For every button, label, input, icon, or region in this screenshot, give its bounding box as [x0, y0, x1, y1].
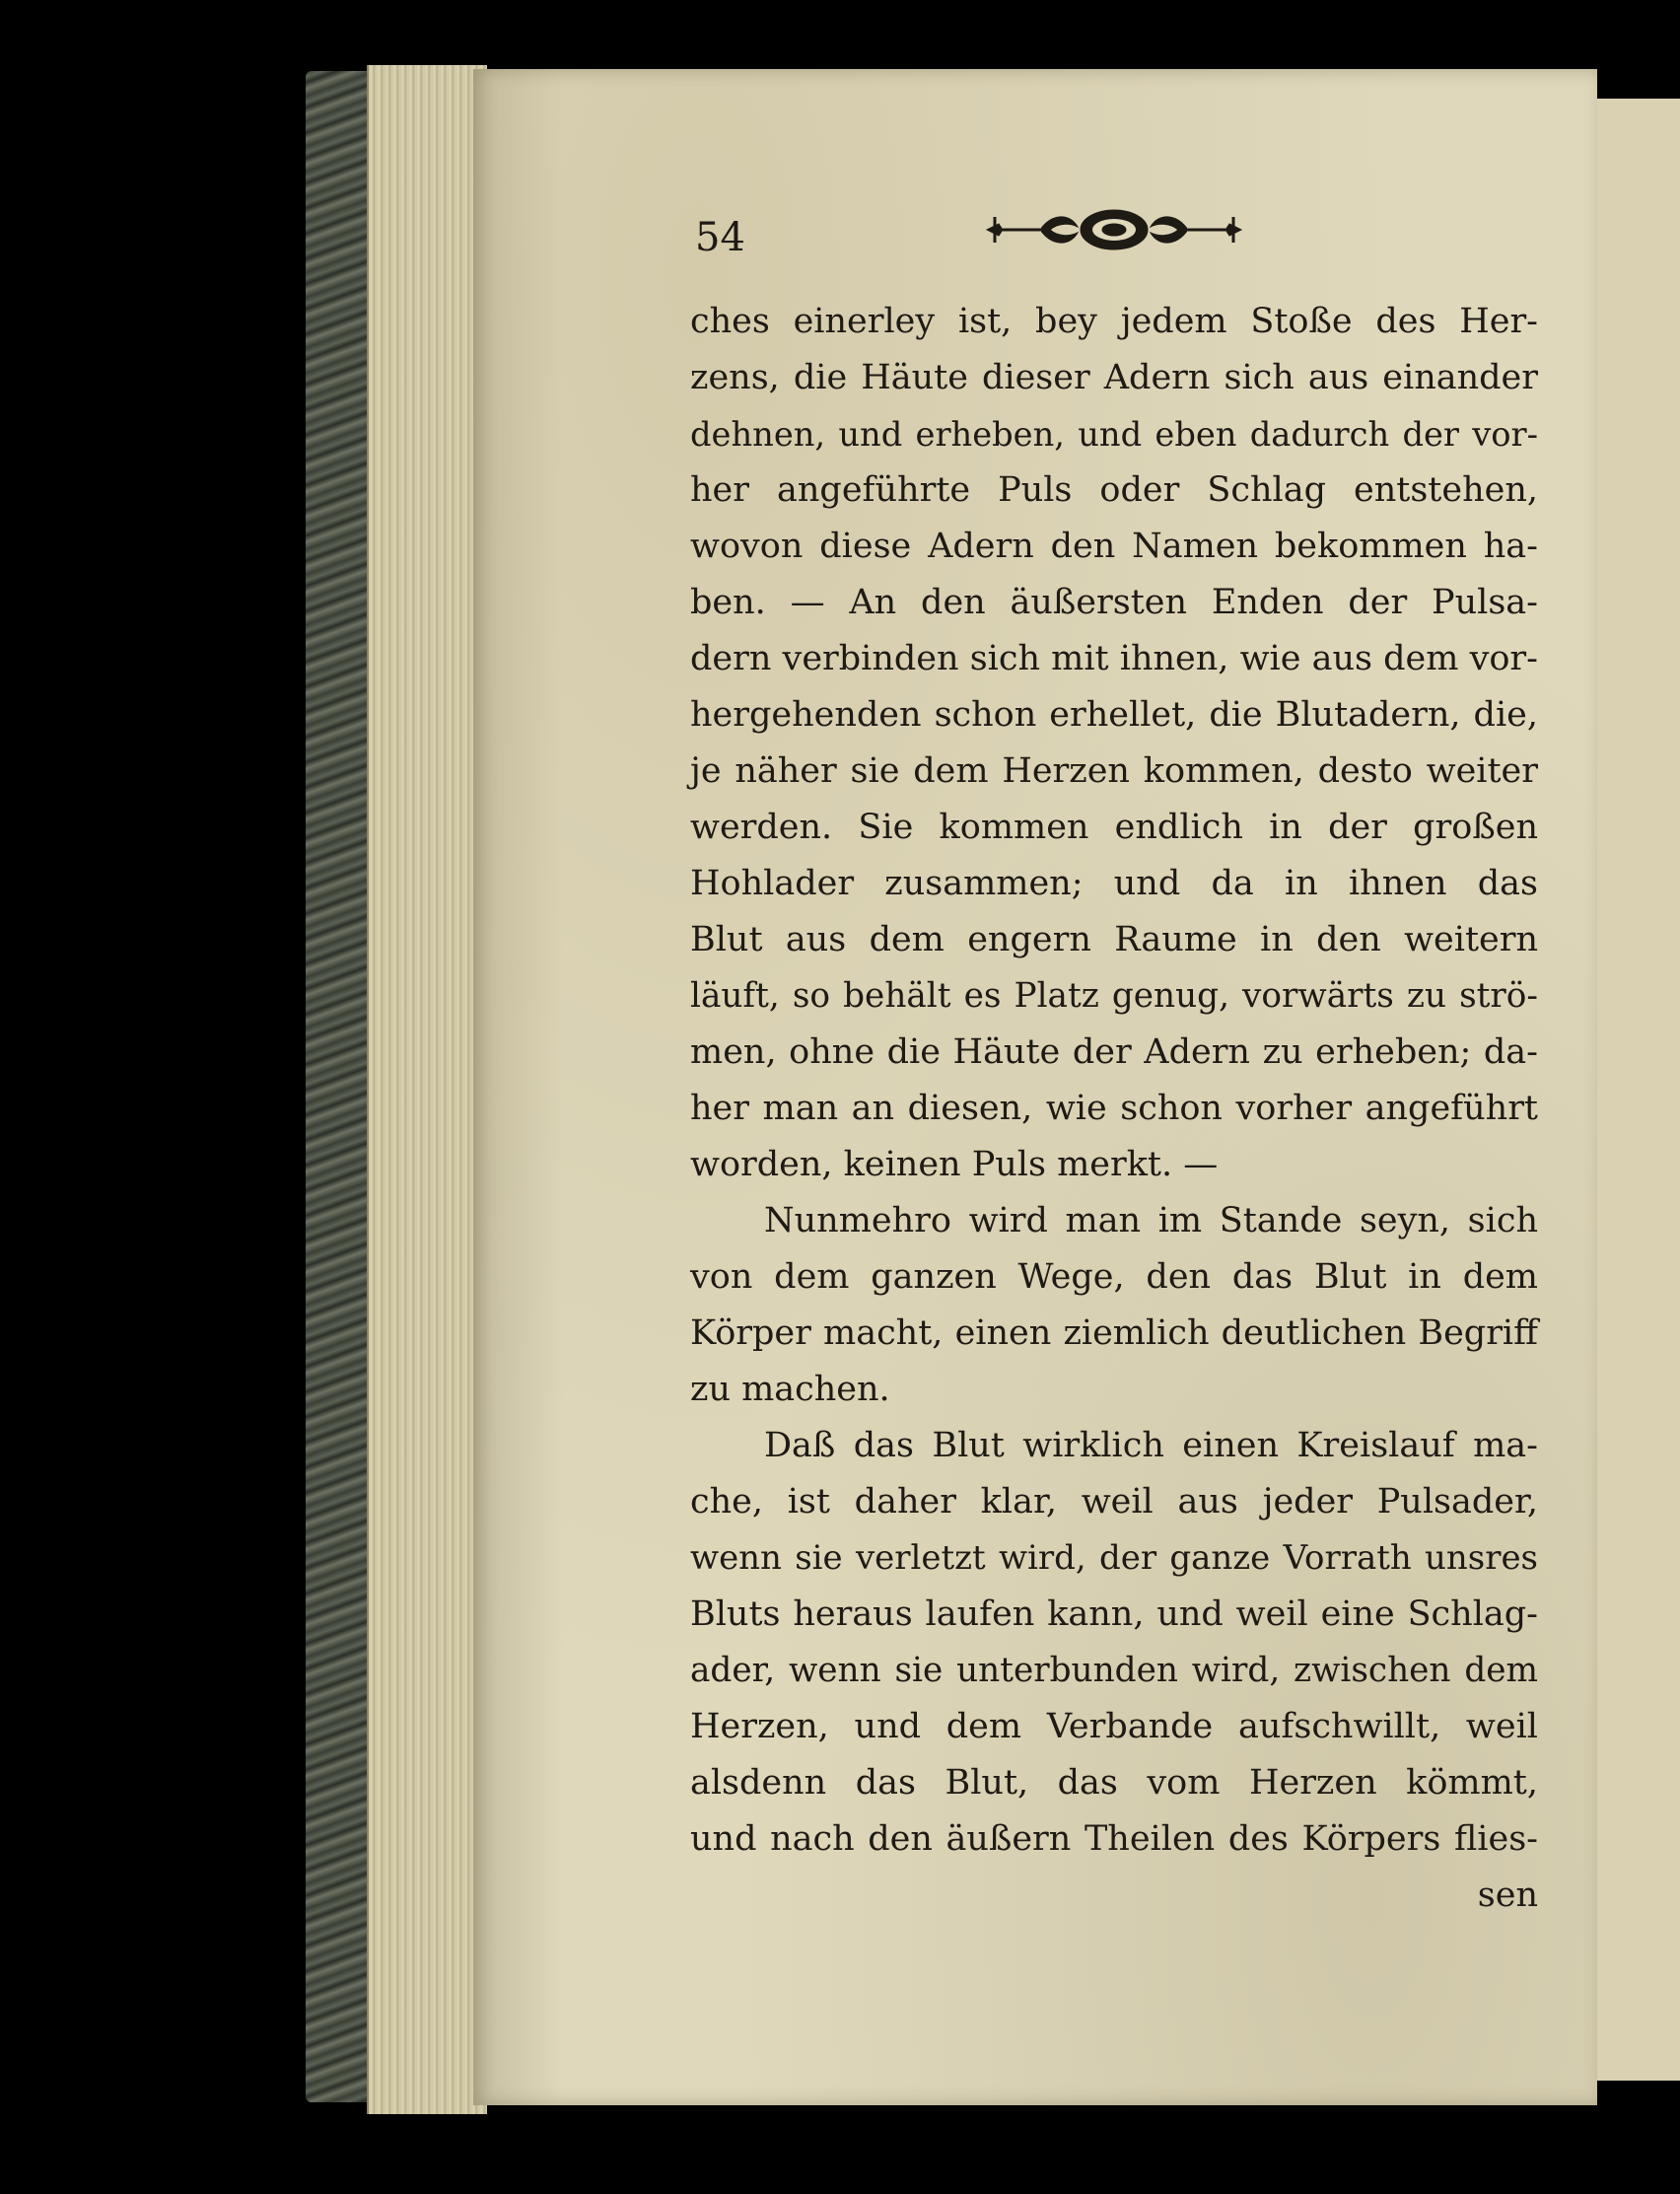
- text-line: Daß das Blut wirklich einen Kreislauf ma-: [764, 1426, 1538, 1465]
- text-line: Hohlader zusammen; und da in ihnen das: [690, 864, 1538, 903]
- page-number: 54: [695, 215, 745, 260]
- text-line: alsdenn das Blut, das vom Herzen kömmt,: [690, 1763, 1538, 1803]
- text-line: wenn sie verletzt wird, der ganze Vorrath unsres: [690, 1538, 1538, 1578]
- printer-ornament-icon: [981, 197, 1247, 262]
- text-line: je näher sie dem Herzen kommen, desto weiter: [690, 751, 1538, 791]
- text-line: her man an diesen, wie schon vorher angeführt: [690, 1089, 1538, 1128]
- text-line: men, ohne die Häute der Adern zu erheben; da-: [690, 1032, 1538, 1072]
- text-line: werden. Sie kommen endlich in der großen: [690, 808, 1538, 847]
- text-line: ader, wenn sie unterbunden wird, zwischen dem: [690, 1651, 1538, 1690]
- text-line: Herzen, und dem Verbande aufschwillt, weil: [690, 1707, 1538, 1746]
- text-line: Nunmehro wird man im Stande seyn, sich: [764, 1201, 1538, 1240]
- text-line: ches einerley ist, bey jedem Stoße des Her-: [690, 302, 1538, 341]
- book-page: [473, 69, 1597, 2105]
- catchword: sen: [1477, 1876, 1538, 1915]
- text-line: ben. — An den äußersten Enden der Pulsa-: [690, 583, 1538, 622]
- text-line: hergehenden schon erhellet, die Blutadern, die,: [690, 695, 1538, 735]
- page-block-edges: [367, 65, 487, 2114]
- text-line: zu machen.: [690, 1370, 890, 1409]
- text-line: che, ist daher klar, weil aus jeder Pulsader,: [690, 1482, 1538, 1522]
- text-line: Körper macht, einen ziemlich deutlichen Begriff: [690, 1313, 1538, 1353]
- text-line: dehnen, und erheben, und eben dadurch der vor-: [690, 415, 1538, 454]
- text-line: zens, die Häute dieser Adern sich aus einander: [690, 358, 1538, 397]
- text-line: Bluts heraus laufen kann, und weil eine Schlag-: [690, 1594, 1538, 1634]
- text-line: dern verbinden sich mit ihnen, wie aus dem vor-: [690, 639, 1538, 678]
- body-text: [690, 294, 1538, 1924]
- text-line: her angeführte Puls oder Schlag entstehen,: [690, 470, 1538, 510]
- facing-page-edge: [1589, 99, 1680, 2081]
- text-line: von dem ganzen Wege, den das Blut in dem: [690, 1257, 1538, 1297]
- text-line: und nach den äußern Theilen des Körpers flies-: [690, 1819, 1538, 1859]
- text-line: wovon diese Adern den Namen bekommen ha-: [690, 527, 1538, 566]
- text-line: Blut aus dem engern Raume in den weitern: [690, 920, 1538, 959]
- text-line: worden, keinen Puls merkt. —: [690, 1145, 1219, 1184]
- text-line: läuft, so behält es Platz genug, vorwärts zu strö-: [690, 976, 1538, 1016]
